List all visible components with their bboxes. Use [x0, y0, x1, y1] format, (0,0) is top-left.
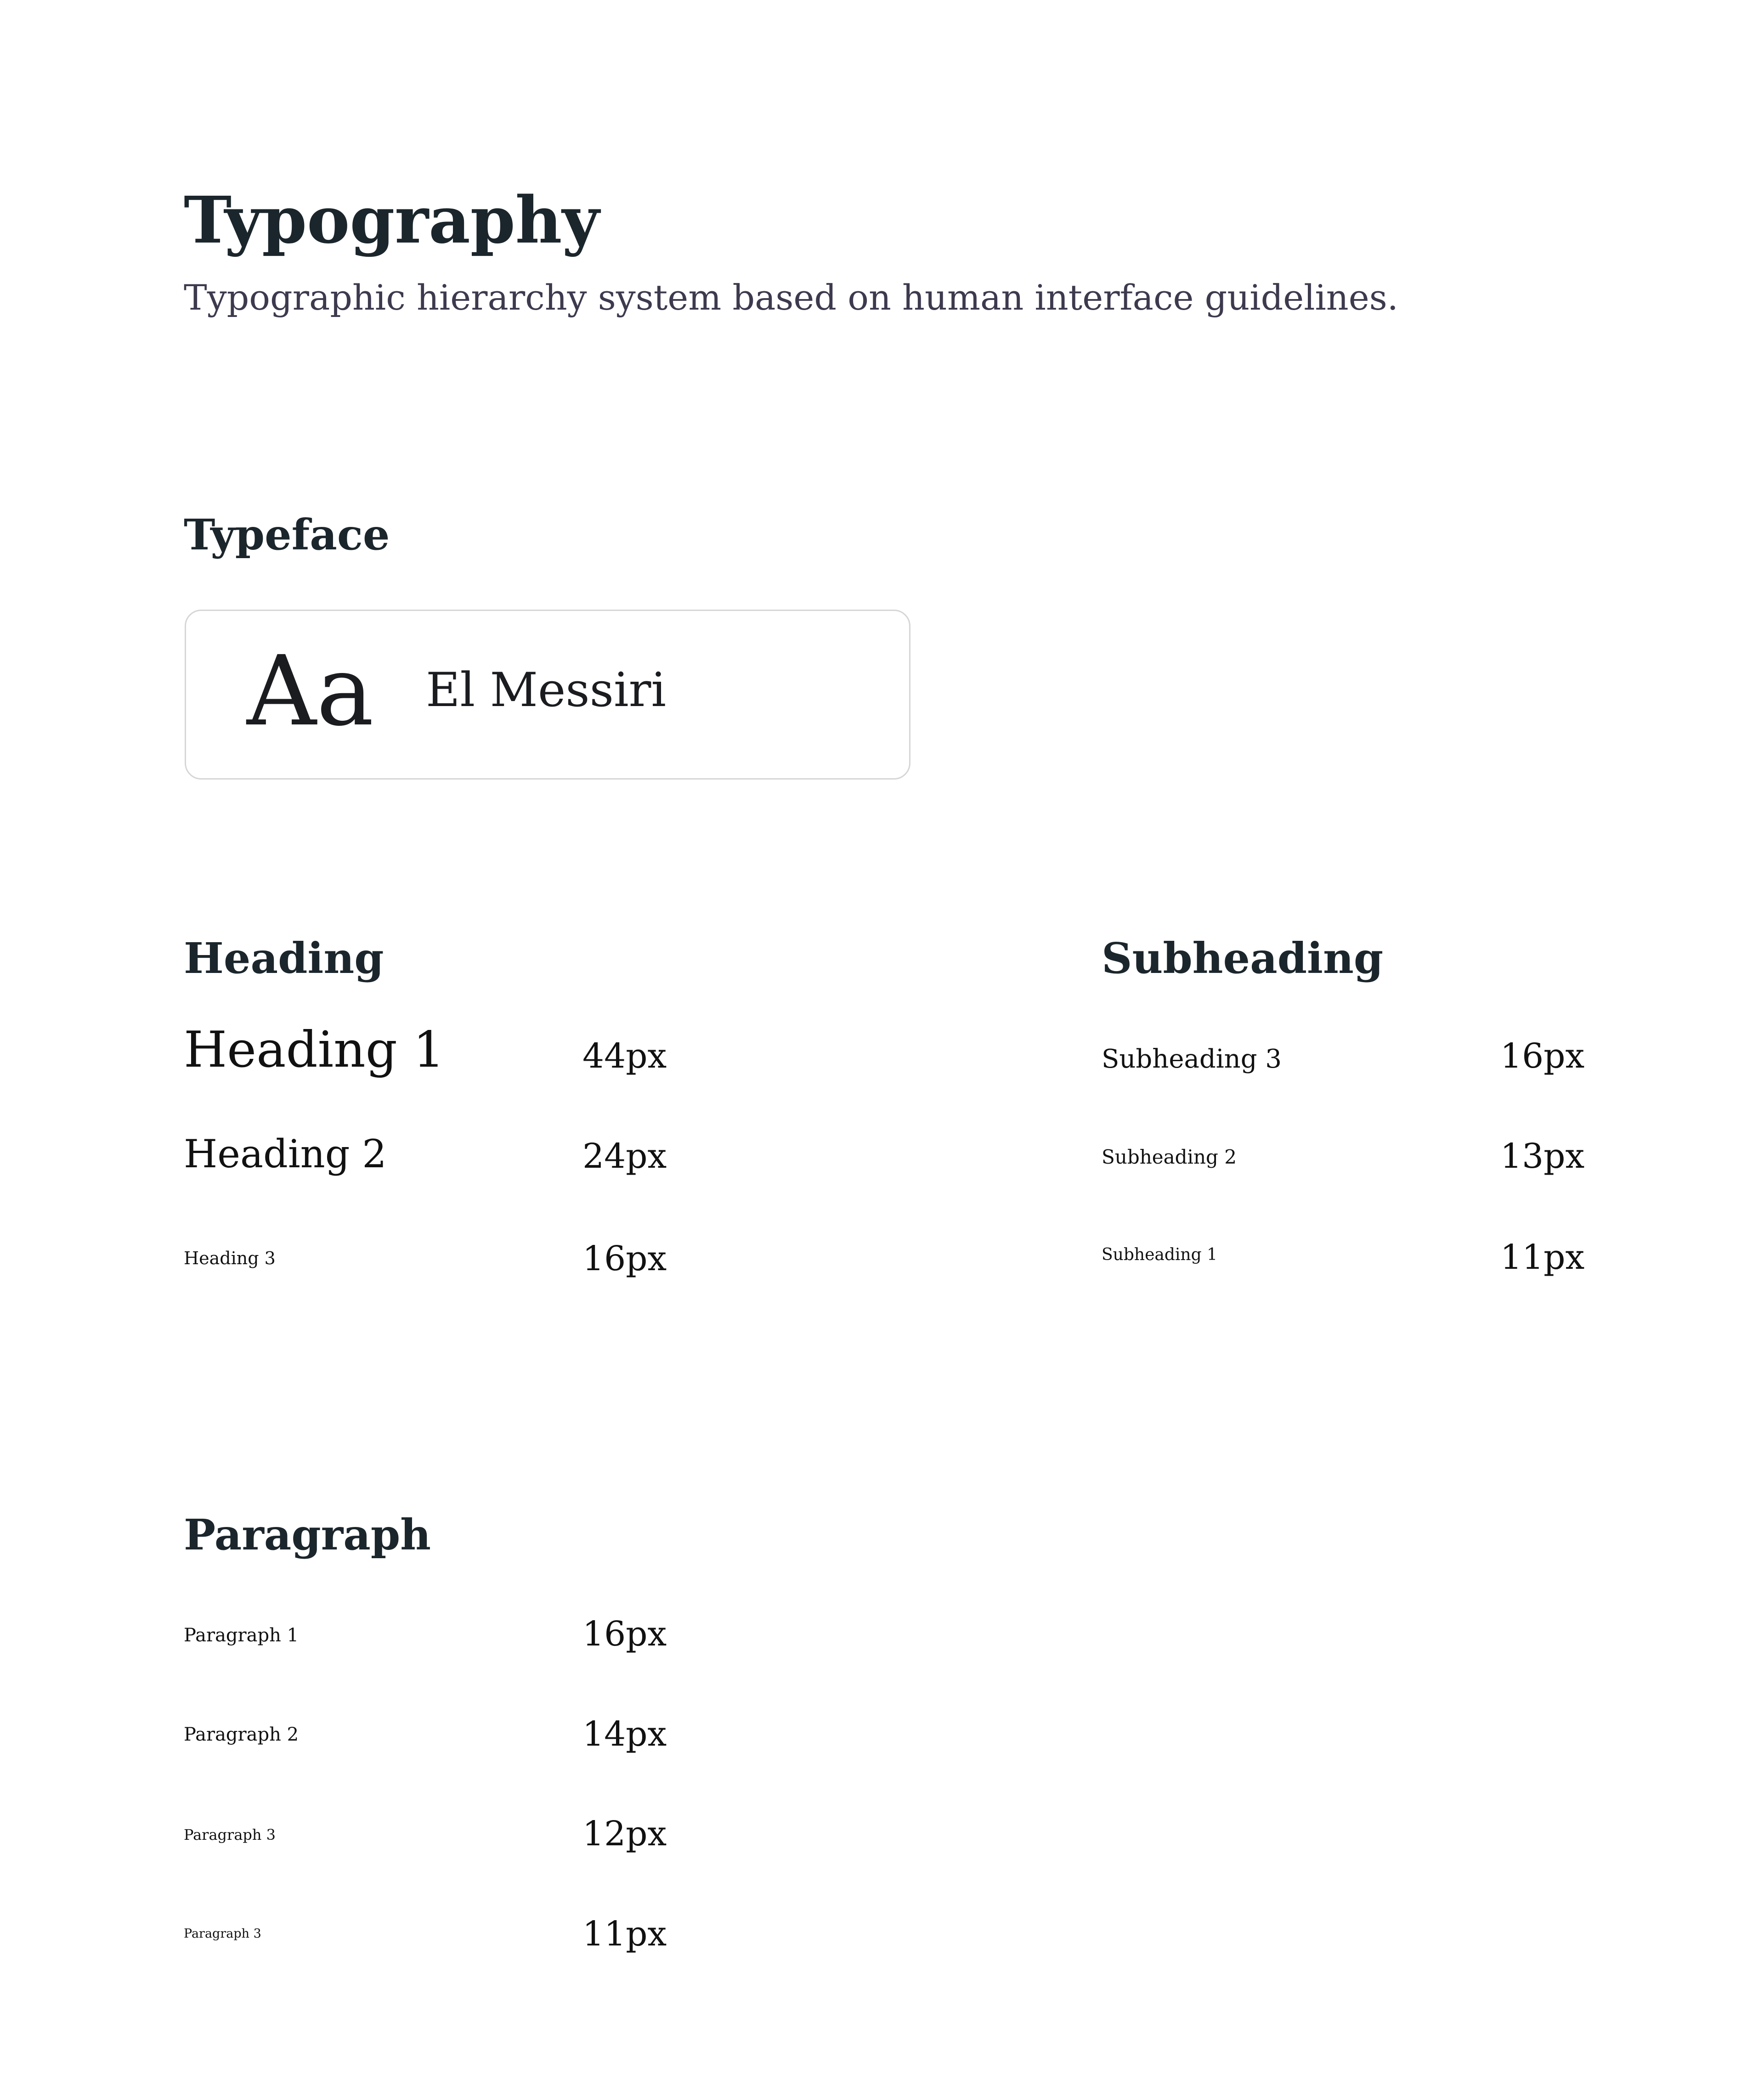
typeface-section-title: Typeface — [184, 510, 390, 560]
page-subtitle: Typographic hierarchy system based on human interface guidelines. — [184, 277, 1398, 318]
subheading-3-sample: Subheading 3 — [1102, 1044, 1282, 1074]
paragraph-4-size: 11px — [582, 1914, 667, 1954]
paragraph-section-title: Paragraph — [184, 1510, 431, 1560]
paragraph-3-sample: Paragraph 3 — [184, 1826, 276, 1843]
subheading-1-sample: Subheading 1 — [1102, 1245, 1217, 1264]
subheading-2-sample: Subheading 2 — [1102, 1146, 1237, 1168]
page-title: Typography — [184, 183, 599, 258]
subheading-3-size: 16px — [1500, 1036, 1585, 1076]
typeface-name: El Messiri — [426, 663, 666, 718]
typeface-sample: Aa — [247, 635, 374, 747]
paragraph-1-size: 16px — [582, 1614, 667, 1654]
paragraph-2-size: 14px — [582, 1714, 667, 1754]
paragraph-3-size: 12px — [582, 1814, 667, 1854]
subheading-section-title: Subheading — [1102, 933, 1384, 983]
heading-section-title: Heading — [184, 933, 384, 983]
paragraph-4-sample: Paragraph 3 — [184, 1927, 261, 1941]
paragraph-1-sample: Paragraph 1 — [184, 1625, 299, 1646]
heading-1-sample: Heading 1 — [184, 1021, 445, 1079]
heading-1-size: 44px — [582, 1036, 667, 1076]
paragraph-2-sample: Paragraph 2 — [184, 1724, 299, 1745]
heading-3-size: 16px — [582, 1239, 667, 1278]
heading-2-size: 24px — [582, 1136, 667, 1176]
heading-3-sample: Heading 3 — [184, 1248, 276, 1268]
subheading-2-size: 13px — [1500, 1136, 1585, 1176]
typeface-card — [185, 610, 910, 780]
subheading-1-size: 11px — [1500, 1238, 1585, 1277]
heading-2-sample: Heading 2 — [184, 1131, 387, 1176]
